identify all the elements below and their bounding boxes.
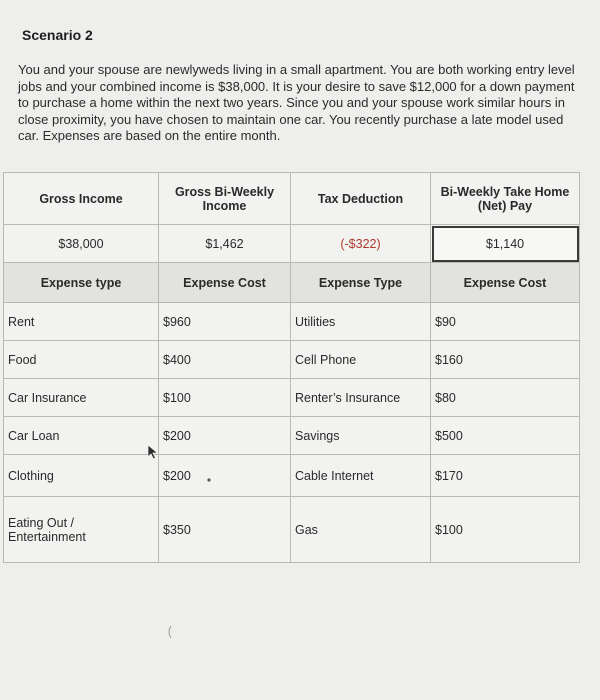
value-tax-deduction: (-$322) — [291, 225, 431, 263]
value-gross-income: $38,000 — [4, 225, 159, 263]
header-expense-cost-b: Expense Cost — [431, 263, 580, 303]
header-gross-biweekly-income: Gross Bi-Weekly Income — [159, 173, 291, 225]
table-row — [4, 455, 580, 497]
income-header-row — [4, 173, 580, 225]
scenario-title: Scenario 2 — [22, 27, 93, 43]
expense-cost-cell: $100 — [431, 497, 580, 563]
header-expense-type-a: Expense type — [4, 263, 159, 303]
budget-table — [3, 172, 580, 563]
table-row — [4, 379, 580, 417]
expense-cost-cell: $960 — [159, 303, 291, 341]
expense-cost-cell: $200 — [159, 455, 291, 497]
expense-cost-cell: $80 — [431, 379, 580, 417]
expense-cost-cell: $170 — [431, 455, 580, 497]
table-row — [4, 303, 580, 341]
expense-type-cell: Cell Phone — [291, 341, 431, 379]
scenario-description: You and your spouse are newlyweds living in a small apartment. You are both working entry level jobs and your combined income is $38,000. It is your desire to save $12,000 for a down payment to purchase a home within the next two years. Since you and your spouse work similar hours in close proximity, you have chosen to maintain one car. You recently purchase a late model used car. Expenses are based on the entire month. — [18, 62, 575, 143]
header-gross-income: Gross Income — [4, 173, 159, 225]
header-net-pay: Bi-Weekly Take Home (Net) Pay — [431, 173, 580, 225]
header-expense-cost-a: Expense Cost — [159, 263, 291, 303]
expense-type-cell: Food — [4, 341, 159, 379]
expense-type-cell: Car Insurance — [4, 379, 159, 417]
expense-cost-cell: $90 — [431, 303, 580, 341]
expense-cost-cell: $100 — [159, 379, 291, 417]
expense-type-cell: Car Loan — [4, 417, 159, 455]
table-row — [4, 497, 580, 563]
expense-cost-cell: $400 — [159, 341, 291, 379]
pen-mark-icon — [206, 474, 212, 486]
pen-mark-icon — [166, 625, 172, 642]
expense-type-cell: Cable Internet — [291, 455, 431, 497]
expense-type-cell: Renter’s Insurance — [291, 379, 431, 417]
table-row — [4, 417, 580, 455]
expense-type-cell: Savings — [291, 417, 431, 455]
value-net-pay[interactable]: $1,140 — [431, 225, 580, 263]
income-values-row — [4, 225, 580, 263]
expense-header-row — [4, 263, 580, 303]
expense-type-cell: Eating Out / Entertainment — [4, 497, 159, 563]
expense-cost-cell: $500 — [431, 417, 580, 455]
expense-type-cell: Utilities — [291, 303, 431, 341]
header-tax-deduction: Tax Deduction — [291, 173, 431, 225]
expense-type-cell: Rent — [4, 303, 159, 341]
mouse-cursor-icon — [147, 444, 159, 463]
expense-cost-cell: $350 — [159, 497, 291, 563]
table-row — [4, 341, 580, 379]
expense-cost-cell: $160 — [431, 341, 580, 379]
expense-type-cell: Clothing — [4, 455, 159, 497]
header-expense-type-b: Expense Type — [291, 263, 431, 303]
expense-cost-cell: $200 — [159, 417, 291, 455]
value-gross-biweekly-income: $1,462 — [159, 225, 291, 263]
expense-type-cell: Gas — [291, 497, 431, 563]
